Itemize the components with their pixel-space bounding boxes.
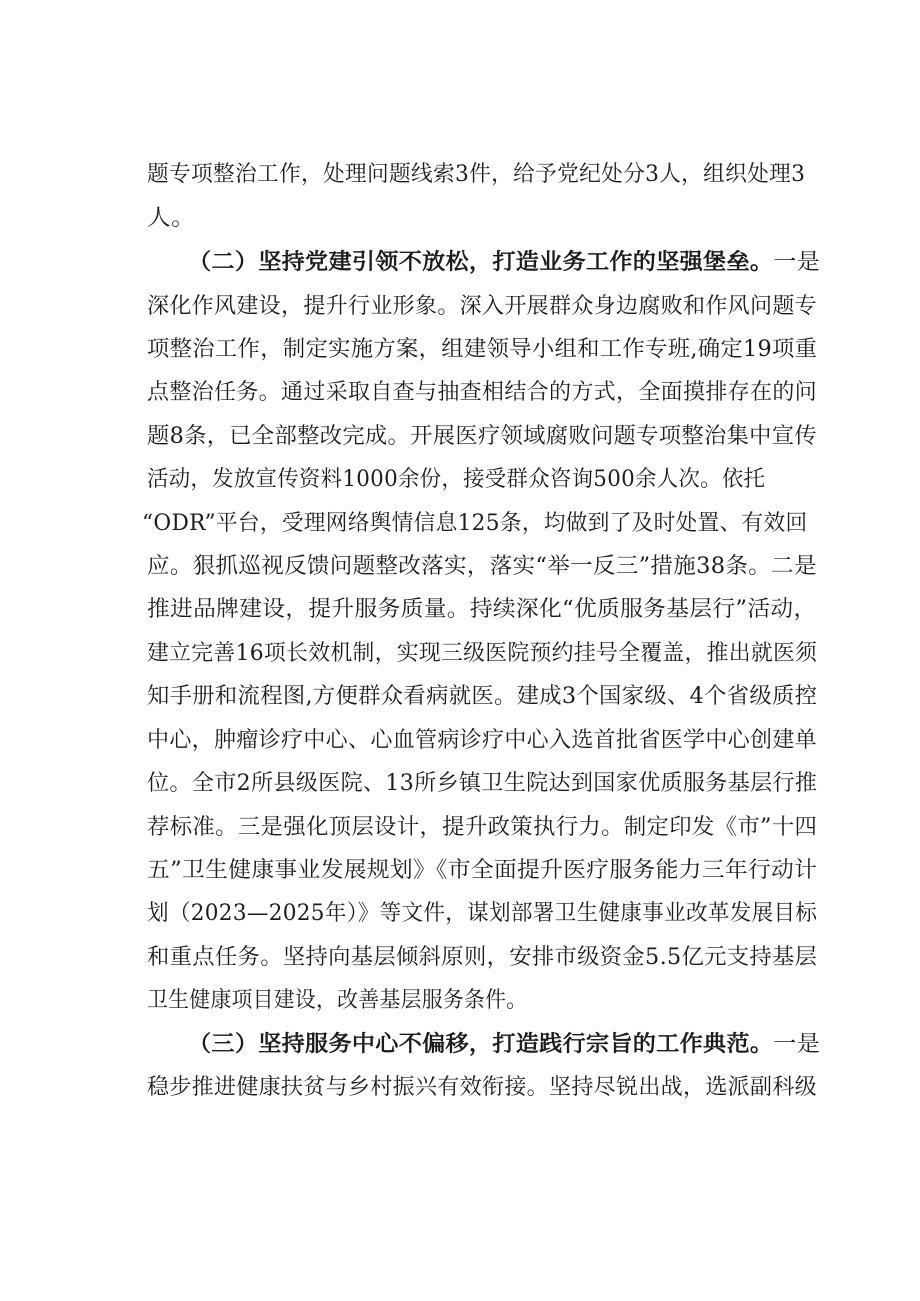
line-text: 位。全市2所县级医院、13所乡镇卫生院达到国家优质服务基层行推 <box>147 771 818 796</box>
line-text: 题专项整治工作，处理问题线索3件，给予党纪处分3人，组织处理3 <box>147 162 806 187</box>
paragraph-line <box>147 986 527 1016</box>
line-text: 人。 <box>147 206 196 231</box>
line-text: 活动，发放宣传资料1000余份，接受群众咨询500余人次。依托 <box>147 467 766 492</box>
paragraph-line <box>147 856 817 886</box>
paragraph-line <box>142 509 807 539</box>
paragraph-line <box>147 292 817 322</box>
paragraph-line <box>147 726 817 756</box>
section-heading: （三）坚持服务中心不偏移，打造践行宗旨的工作典范。 <box>188 1032 774 1057</box>
line-text: 一是 <box>773 250 821 275</box>
line-text: 一是 <box>773 1032 821 1057</box>
line-text: 和重点任务。坚持向基层倾斜原则，安排市级资金5.5亿元支持基层 <box>147 945 818 970</box>
paragraph-line <box>147 378 817 408</box>
line-text: 知手册和流程图,方便群众看病就医。建成3个国家级、4个省级质控 <box>147 684 818 709</box>
paragraph-line <box>147 899 817 929</box>
paragraph-line <box>147 813 817 843</box>
paragraph-line <box>147 204 195 234</box>
paragraph-line <box>147 160 805 190</box>
paragraph-line <box>147 422 817 452</box>
paragraph-line <box>188 1030 820 1060</box>
paragraph-line <box>147 682 817 712</box>
line-text: 稳步推进健康扶贫与乡村振兴有效衔接。坚持尽锐出战，选派副科级 <box>147 1075 818 1100</box>
paragraph-line <box>147 595 817 625</box>
line-text: 建立完善16项长效机制，实现三级医院预约挂号全覆盖，推出就医须 <box>147 641 818 666</box>
line-text: 中心，肿瘤诊疗中心、心血管病诊疗中心入选首批省医学中心创建单 <box>147 728 818 753</box>
paragraph-line <box>147 465 765 495</box>
paragraph-line <box>147 552 817 582</box>
paragraph-line <box>147 639 817 669</box>
paragraph-line <box>147 769 817 799</box>
line-text: “ODR”平台，受理网络舆情信息125条，均做到了及时处置、有效回 <box>142 511 808 536</box>
line-text: 题8条，已全部整改完成。开展医疗领域腐败问题专项整治集中宣传 <box>147 424 817 449</box>
line-text: 卫生健康项目建设，改善基层服务条件。 <box>147 988 528 1013</box>
paragraph-line <box>188 248 820 278</box>
line-text: 五”卫生健康事业发展规划》《市全面提升医疗服务能力三年行动计 <box>147 858 818 883</box>
line-text: 划（2023—2025年）》等文件，谋划部署卫生健康事业改革发展目标 <box>147 901 818 926</box>
paragraph-line <box>147 335 817 365</box>
line-text: 应。狠抓巡视反馈问题整改落实，落实“举一反三”措施38条。二是 <box>147 554 817 579</box>
line-text: 项整治工作，制定实施方案，组建领导小组和工作专班,确定19项重 <box>147 337 818 362</box>
line-text: 推进品牌建设，提升服务质量。持续深化“优质服务基层行”活动， <box>147 597 817 622</box>
line-text: 深化作风建设，提升行业形象。深入开展群众身边腐败和作风问题专 <box>147 294 818 319</box>
paragraph-line <box>147 1073 817 1103</box>
section-heading: （二）坚持党建引领不放松，打造业务工作的坚强堡垒。 <box>188 250 774 275</box>
line-text: 荐标准。三是强化顶层设计，提升政策执行力。制定印发《市”十四 <box>147 815 818 840</box>
line-text: 点整治任务。通过采取自查与抽查相结合的方式，全面摸排存在的问 <box>147 380 818 405</box>
paragraph-line <box>147 943 817 973</box>
